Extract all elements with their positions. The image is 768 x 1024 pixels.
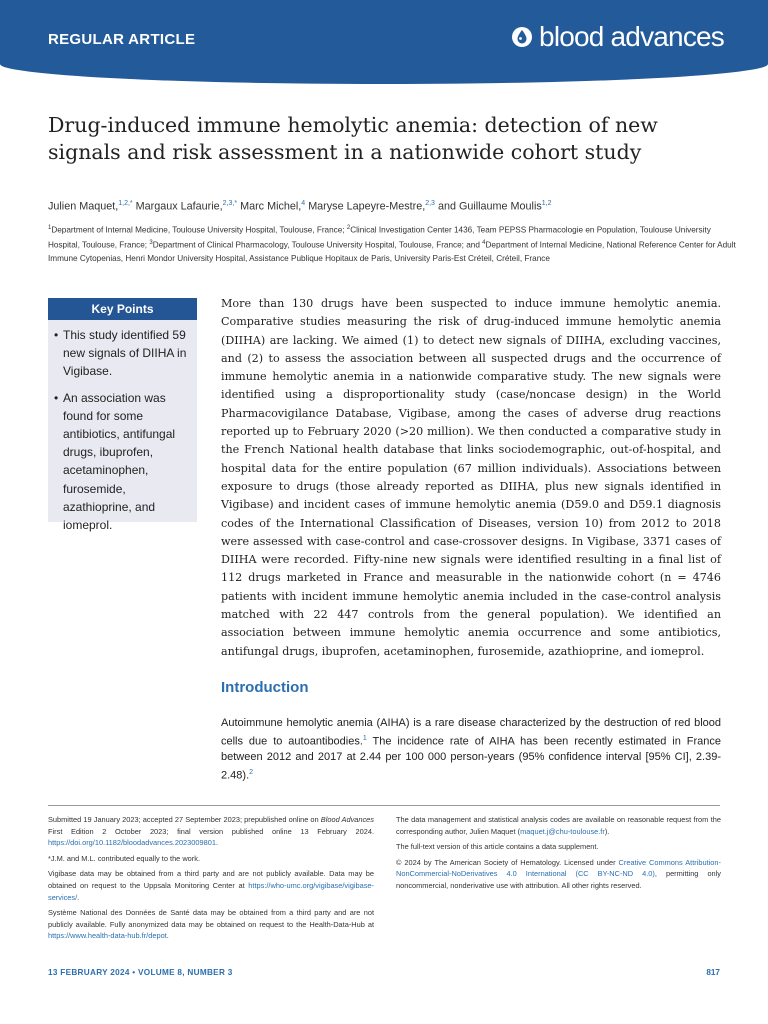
key-points-box (48, 298, 197, 533)
copyright-text: © 2024 by The American Society of Hematology. Licensed under (396, 857, 619, 867)
introduction-paragraph (221, 716, 721, 783)
author-affiliation-marker: 2,3,* (222, 200, 238, 207)
reference-link[interactable]: 1 (362, 735, 367, 742)
introduction-heading: Introduction (221, 679, 309, 696)
affiliation-text: Department of Clinical Pharmacology, Toulouse University Hospital, Toulouse, France; and (152, 240, 483, 250)
affiliation-text: Department of Internal Medicine, National Reference Center for Adult Immune Cytopenias, Henri Mondor University Hospital, Assistance Publique Hopitaux de Paris, University Paris-Est Créteil, Créteil, France (48, 240, 736, 264)
punctuation: . (215, 838, 218, 848)
reference-link[interactable]: 2 (249, 768, 254, 776)
journal-name-italic: Blood Advances (320, 815, 374, 824)
vigibase-data-note (48, 868, 374, 903)
author-affiliation-marker: 1,2,* (118, 200, 133, 207)
equal-contribution-note: *J.M. and M.L. contributed equally to the work. (48, 853, 200, 863)
doi-link[interactable]: https://doi.org/10.1182/bloodadvances.2023009801 (48, 838, 216, 848)
key-point-item (54, 326, 191, 381)
affiliation-number: 1 (48, 225, 52, 231)
article-title: Drug-induced immune hemolytic anemia: detection of new signals and risk assessment in a nationwide cohort study (48, 113, 658, 164)
snds-text: Système National des Données de Santé data may be obtained from a third party and are not publicly available. Fully anonymized data may be obtained on request to the Health-Data-Hub at (48, 908, 374, 929)
key-point-text: An association was found for some antibiotics, antifungal drugs, ibuprofen, acetaminophen, furosemide, azathioprine, and iomeprol. (63, 390, 176, 533)
affiliation-number: 2 (346, 225, 351, 231)
author-list (48, 200, 748, 213)
author-name[interactable]: and Guillaume Moulis (437, 200, 542, 213)
copyright-note (396, 857, 721, 892)
key-points-heading: Key Points (48, 298, 197, 320)
data-availability-note (396, 814, 721, 837)
affiliation-number: 4 (482, 240, 486, 247)
footnotes-left-column (48, 814, 374, 946)
vigibase-text: Vigibase data may be obtained from a third party and are not publicly available. Data may be obtained on request to the Uppsala Monitoring Center at (48, 869, 374, 890)
affiliation-text: Clinical Investigation Center 1436, Team PEPSS Pharmacologie en Population, Toulouse University Hospital, Toulouse, France; (48, 225, 711, 250)
submission-note (48, 814, 374, 849)
author-name[interactable]: Margaux Lafaurie, (135, 200, 223, 213)
data-availability-text: The data management and statistical analysis codes are available on reasonable request from the corresponding author, Julien Maquet ( (396, 815, 721, 836)
key-point-text: This study identified 59 new signals of DIIHA in Vigibase. (63, 328, 187, 379)
journal-header-band (0, 0, 768, 84)
bullet-icon: • (54, 390, 59, 405)
footnote-divider (48, 805, 720, 806)
snds-data-note (48, 907, 374, 942)
submission-text: First Edition 2 October 2023; final version published online 13 February 2024. (48, 826, 374, 836)
author-affiliation-marker: 1,2 (541, 200, 552, 207)
affiliations (48, 222, 738, 266)
blood-drop-logo-icon (511, 26, 533, 48)
bullet-icon: • (54, 328, 59, 342)
abstract-text: More than 130 drugs have been suspected to induce immune hemolytic anemia. Comparative studies measuring the risk of drug-induced immune hemolytic anemia (DIIHA) are lacking. We aimed (1) to detect new signals of DIIHA, excluding vaccines, and (2) to assess the association between all suspected drugs and the occurrence of immune hemolytic anemia in a nationwide comparative study. The new signals were identified using a disproportionality study (case/noncase design) in the World Pharmacovigilance Database, Vigibase, among the cases of adverse drug reactions reported up to February 2020 (>20 million). We then conducted a comparative study in the French National health database that links sociodemographic, out-of-hospital, and hospital data for the entire population (67 million individuals). Associations between exposure to drugs (those already reported as DIIHA, plus new signals identified in Vigibase) and incident cases of immune hemolytic anemia (D59.0 and D59.1 diagnosis codes of the International Classification of Diseases, version 10) from 2012 to 2018 were assessed with case-control and case-crossover designs. In Vigibase, 3371 cases of DIIHA were recorded. Fifty-nine new signals were identified resulting in a final list of 112 drugs marketed in France and measurable in the nationwide cohort (n = 4746 patients with incident immune hemolytic anemia included in the case-control analysis matched with 22 447 controls from the general population). We identified an association between immune hemolytic anemia occurrence and some antibiotics, antifungal drugs, ibuprofen, acetaminophen, furosemide, azathioprine, and iomeprol. (221, 297, 721, 658)
affiliation-number: 3 (149, 240, 153, 247)
introduction-text: The incidence rate of AIHA has been recently estimated in France between 2012 and 2017 at 2.44 per 100 000 person-years (95% confidence interval [95% CI], 2.39-2.48). (221, 735, 721, 782)
punctuation: . (166, 931, 169, 941)
copyright-text: , permitting only noncommercial, nonderivative use with attribution. All other rights reserved. (396, 869, 721, 890)
journal-name: blood advances (539, 21, 724, 52)
key-points-list (48, 320, 197, 534)
author-name[interactable]: Maryse Lapeyre-Mestre, (308, 200, 426, 213)
article-type-label: REGULAR ARTICLE (48, 31, 196, 48)
author-affiliation-marker: 2,3 (425, 200, 435, 207)
introduction-text: Autoimmune hemolytic anemia (AIHA) is a rare disease characterized by the destruction of red blood cells due to autoantibodies. (221, 717, 721, 748)
affiliation-text: Department of Internal Medicine, Toulouse University Hospital, Toulouse, France; (51, 225, 347, 235)
author-email-link[interactable]: maquet.j@chu-toulouse.fr (520, 826, 605, 836)
author-name[interactable]: Julien Maquet, (48, 200, 119, 213)
issue-info: 13 FEBRUARY 2024 • VOLUME 8, NUMBER 3 (48, 968, 233, 977)
page-number: 817 (706, 968, 720, 977)
vigibase-link[interactable]: https://who-umc.org/vigibase/vigibase-services/ (48, 880, 374, 902)
license-link[interactable]: Creative Commons Attribution-NonCommercial-NoDerivatives 4.0 International (CC BY-NC-ND 4.0) (396, 857, 721, 879)
punctuation: . (77, 892, 80, 902)
author-affiliation-marker: 4 (301, 200, 306, 207)
submission-text: Submitted 19 January 2023; accepted 27 September 2023; prepublished online on (48, 815, 321, 824)
key-point-item (54, 389, 191, 535)
journal-logo[interactable] (511, 20, 724, 54)
author-name[interactable]: Marc Michel, (240, 200, 302, 213)
footnotes-right-column (396, 814, 721, 896)
punctuation: ). (604, 826, 610, 836)
health-data-hub-link[interactable]: https://www.health-data-hub.fr/depot (48, 931, 167, 941)
supplement-note: The full-text version of this article contains a data supplement. (396, 842, 599, 852)
